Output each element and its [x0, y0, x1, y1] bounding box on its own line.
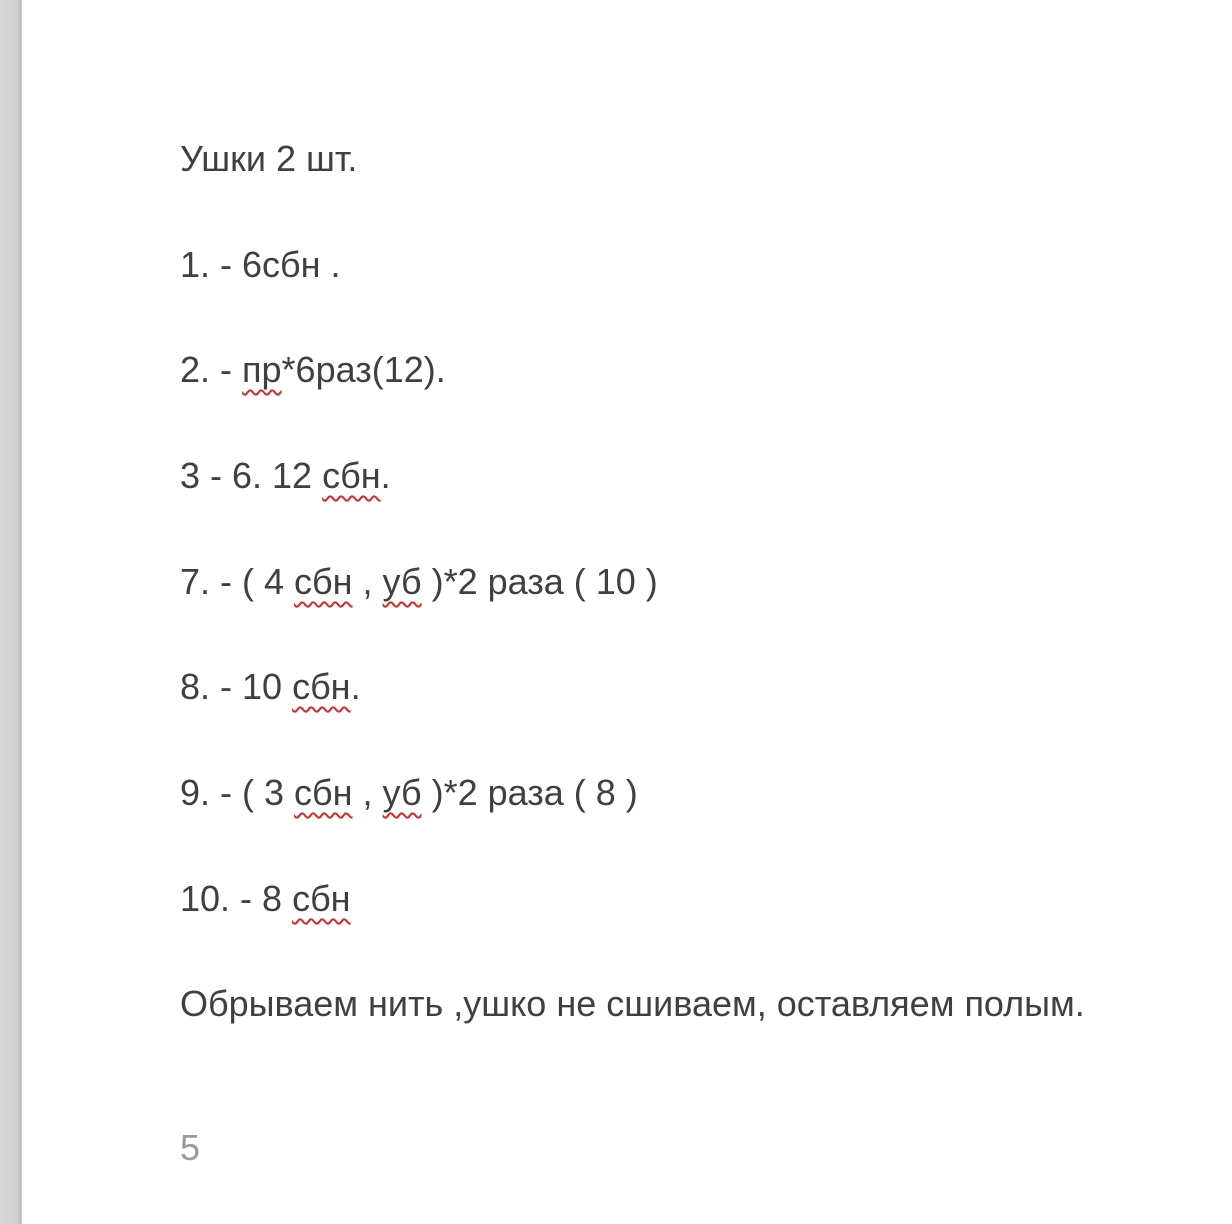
spellcheck-word: сбн [294, 561, 353, 602]
spellcheck-word: пр [242, 349, 282, 390]
row-3-suffix: . [380, 455, 391, 496]
spellcheck-word: сбн [292, 666, 351, 707]
instruction-row-7 [180, 877, 351, 921]
row-6-separator: , [352, 772, 383, 813]
row-6-suffix: )*2 раза ( 8 ) [421, 772, 638, 813]
spellcheck-word: сбн [292, 878, 351, 919]
instruction-row-4 [180, 560, 658, 604]
instruction-row-1 [180, 243, 341, 287]
row-1-text: 1. - 6сбн . [180, 244, 341, 285]
spellcheck-word: уб [382, 561, 422, 602]
row-3-prefix: 3 - 6. 12 [180, 455, 323, 496]
row-4-suffix: )*2 раза ( 10 ) [421, 561, 658, 602]
row-5-suffix: . [350, 666, 361, 707]
page-number: 5 [180, 1127, 201, 1168]
row-4-prefix: 7. - ( 4 [180, 561, 295, 602]
spellcheck-word: сбн [294, 772, 353, 813]
row-5-prefix: 8. - 10 [180, 666, 293, 707]
instruction-row-5 [180, 665, 361, 709]
spellcheck-word: сбн [322, 455, 381, 496]
instruction-row-3 [180, 454, 391, 498]
row-7-prefix: 10. - 8 [180, 878, 293, 919]
spellcheck-word: уб [382, 772, 422, 813]
row-6-prefix: 9. - ( 3 [180, 772, 295, 813]
page-left-edge [0, 0, 22, 1224]
closing-instruction: Обрываем нить ,ушко не сшиваем, оставляем полым. [180, 983, 1085, 1024]
section-title: Ушки 2 шт. [180, 138, 358, 179]
row-2-suffix: *6раз(12). [281, 349, 446, 390]
instruction-row-6 [180, 771, 638, 815]
row-4-separator: , [352, 561, 383, 602]
instruction-row-2 [180, 348, 446, 392]
row-2-prefix: 2. - [180, 349, 243, 390]
document-page [22, 0, 1232, 1224]
